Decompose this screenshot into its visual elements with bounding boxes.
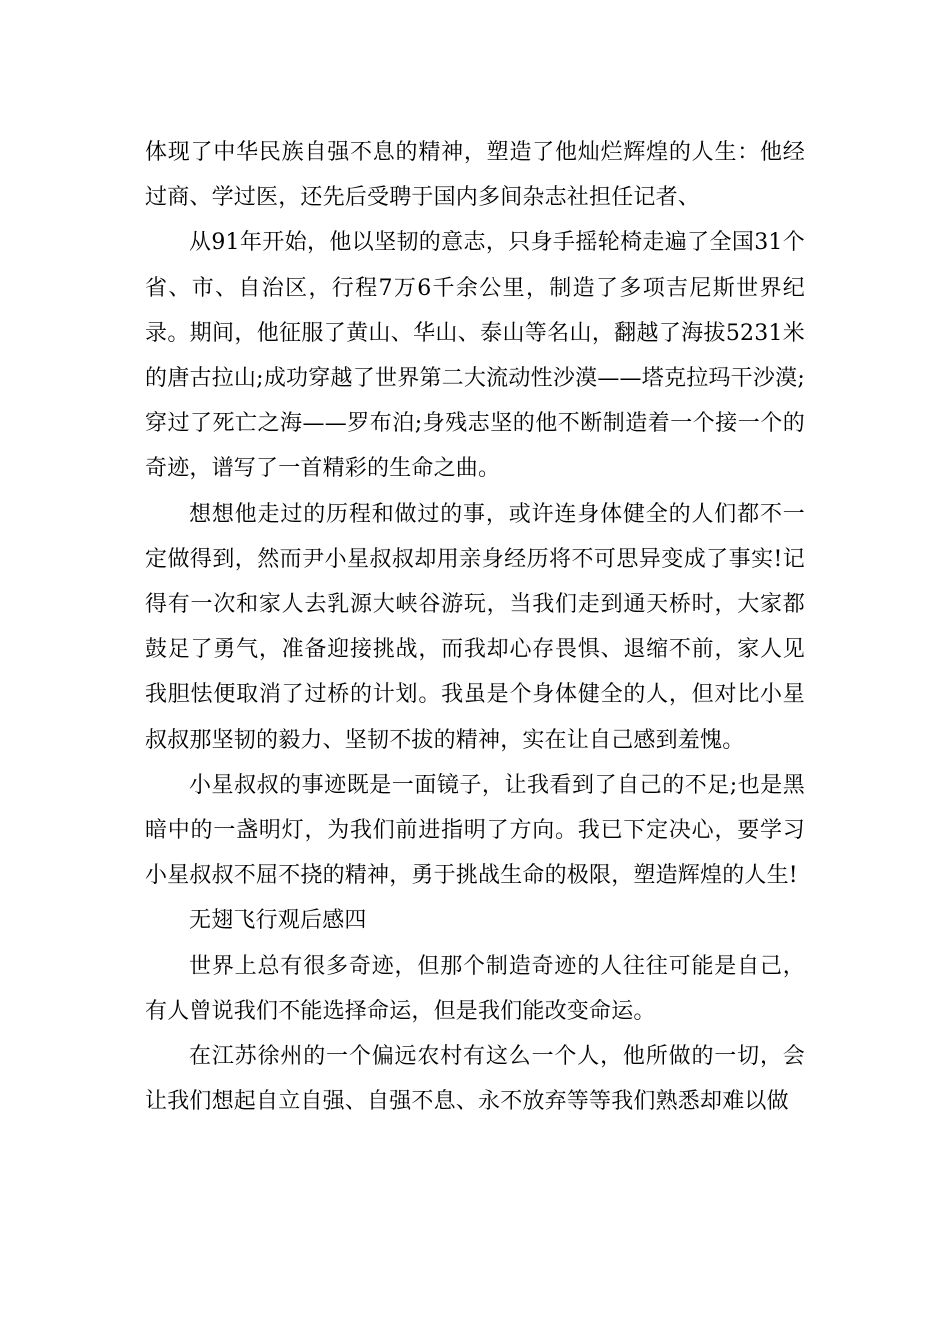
paragraph-miracle: 世界上总有很多奇迹，但那个制造奇迹的人往往可能是自己，有人曾说我们不能选择命运，但是我们能改变命运。 [145,953,805,1024]
paragraph-xuzhou: 在江苏徐州的一个偏远农村有这么一个人，他所做的一切，会让我们想起自立自强、自强不息、永不放弃等等我们熟悉却难以做 [145,1044,805,1115]
paragraph-journey: 从91年开始，他以坚韧的意志，只身手摇轮椅走遍了全国31个省、市、自治区，行程7万6千余公里，制造了多项吉尼斯世界纪录。期间，他征服了黄山、华山、泰山等名山，翻越了海拔5231米的唐古拉山;成功穿越了世界第二大流动性沙漠——塔克拉玛干沙漠;穿过了死亡之海——罗布泊;身残志坚的他不断制造着一个接一个的奇迹，谱写了一首精彩的生命之曲。 [145,230,805,482]
paragraph-mirror: 小星叔叔的事迹既是一面镜子，让我看到了自己的不足;也是黑暗中的一盏明灯，为我们前进指明了方向。我已下定决心，要学习小星叔叔不屈不挠的精神，勇于挑战生命的极限，塑造辉煌的人生! [145,772,805,889]
section-heading: 无翅飞行观后感四 [189,908,367,934]
document-body [145,130,805,1124]
paragraph-reflection: 想想他走过的历程和做过的事，或许连身体健全的人们都不一定做得到，然而尹小星叔叔却用亲身经历将不可思异变成了事实!记得有一次和家人去乳源大峡谷游玩，当我们走到通天桥时，大家都鼓足了勇气，准备迎接挑战，而我却心存畏惧、退缩不前，家人见我胆怯便取消了过桥的计划。我虽是个身体健全的人，但对比小星叔叔那坚韧的毅力、坚韧不拔的精神，实在让自己感到羞愧。 [145,501,805,753]
paragraph-continuation: 体现了中华民族自强不息的精神，塑造了他灿烂辉煌的人生：他经过商、学过医，还先后受聘于国内多间杂志社担任记者、 [145,140,805,211]
